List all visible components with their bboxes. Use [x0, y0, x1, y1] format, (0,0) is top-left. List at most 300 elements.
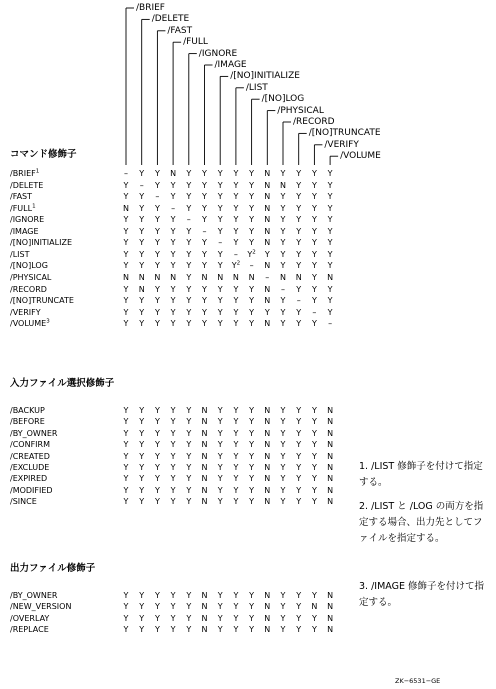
- table-cell: Y: [249, 215, 255, 225]
- table-cell: Y: [170, 406, 176, 415]
- row-label: [10, 590, 57, 601]
- table-cell: Y: [217, 451, 223, 461]
- table-cell: Y: [233, 497, 239, 507]
- table-cell: N: [264, 474, 271, 484]
- table-cell: N: [264, 602, 271, 612]
- table-cell: N: [201, 272, 208, 282]
- table-cell: Y: [249, 613, 255, 623]
- table-cell: Y: [123, 238, 129, 248]
- table-cell: N: [327, 591, 334, 600]
- footnote-marker: 2: [236, 260, 241, 267]
- table-cell: N: [123, 203, 129, 213]
- table-cell: Y: [123, 485, 129, 495]
- section-title: 入力ファイル選択修飾子: [10, 378, 115, 389]
- table-cell: Y: [311, 591, 317, 600]
- table-cell: Y: [170, 180, 176, 190]
- table-cell: Y: [296, 474, 302, 484]
- table-cell: Y: [154, 307, 160, 317]
- table-cell: Y: [154, 406, 160, 415]
- table-cell: N: [280, 180, 286, 190]
- table-cell: Y: [123, 625, 129, 635]
- table-cell: Y: [280, 428, 286, 438]
- table-cell: Y: [280, 319, 286, 329]
- row-label-text: /EXPIRED: [10, 474, 48, 484]
- table-cell: $Y^2$: [231, 260, 241, 271]
- table-cell: Y: [123, 440, 129, 450]
- table-cell: Y: [296, 485, 302, 495]
- table-cell: Y: [327, 226, 333, 236]
- table-cell: Y: [311, 451, 317, 461]
- row-label: [10, 496, 37, 507]
- table-cell: N: [264, 169, 271, 178]
- row-label: [10, 613, 49, 624]
- table-cell: Y: [186, 226, 192, 236]
- table-cell: Y: [280, 169, 286, 178]
- table-cell: Y: [186, 613, 192, 623]
- table-cell: Y: [296, 261, 302, 271]
- table-cell: Y: [123, 226, 129, 236]
- row-label-text: /BY_OWNER: [10, 428, 58, 438]
- table-cell: N: [201, 406, 208, 415]
- table-cell: Y: [249, 602, 255, 612]
- table-cell: Y: [311, 192, 317, 202]
- table-cell: Y: [296, 406, 302, 415]
- table-cell: Y: [154, 319, 160, 329]
- table-cell: Y: [249, 474, 255, 484]
- table-cell: –: [171, 203, 176, 213]
- table-cell: Y: [186, 602, 192, 612]
- table-cell: Y: [327, 203, 333, 213]
- table-cell: Y: [154, 428, 160, 438]
- row-label-text: /IMAGE: [10, 226, 39, 236]
- table-cell: Y: [154, 226, 160, 236]
- table-cell: Y: [139, 485, 145, 495]
- table-cell: Y: [170, 463, 176, 472]
- table-cell: Y: [233, 180, 239, 190]
- table-cell: N: [327, 272, 334, 282]
- table-cell: Y: [296, 180, 302, 190]
- table-cell: Y: [123, 406, 129, 415]
- table-cell: Y: [139, 417, 145, 427]
- table-cell: Y: [186, 406, 192, 415]
- row-label-text: /VERIFY: [10, 307, 41, 317]
- table-cell: N: [248, 272, 255, 282]
- table-cell: Y: [139, 319, 145, 329]
- table-cell: Y: [327, 307, 333, 317]
- table-cell: Y: [311, 463, 317, 472]
- table-cell: Y: [311, 497, 317, 507]
- row-label-text: /CONFIRM: [10, 440, 50, 450]
- table-cell: N: [327, 451, 334, 461]
- table-cell: –: [265, 272, 270, 282]
- table-cell: Y: [311, 203, 317, 213]
- row-label-text: /FULL: [10, 203, 33, 213]
- figure-id: ZK−6531−GE: [395, 677, 441, 685]
- table-cell: N: [327, 625, 334, 635]
- table-cell: N: [123, 272, 129, 282]
- row-label: [10, 439, 50, 450]
- row-label: [10, 260, 48, 271]
- row-label-text: /[NO]LOG: [10, 261, 48, 271]
- table-cell: Y: [311, 284, 317, 294]
- table-cell: Y: [280, 602, 286, 612]
- table-cell: N: [138, 284, 145, 294]
- table-cell: Y: [249, 463, 255, 472]
- table-cell: Y: [170, 284, 176, 294]
- table-cell: –: [328, 319, 333, 329]
- row-label: [10, 451, 50, 462]
- table-cell: Y: [139, 215, 145, 225]
- table-cell: Y: [280, 497, 286, 507]
- row-label-text: /EXCLUDE: [10, 463, 50, 472]
- table-cell: Y: [296, 440, 302, 450]
- row-label: [10, 318, 50, 329]
- table-cell: Y: [296, 169, 302, 178]
- table-cell: Y: [264, 307, 270, 317]
- table-cell: Y: [311, 485, 317, 495]
- table-cell: Y: [186, 249, 192, 259]
- table-cell: Y: [123, 417, 129, 427]
- table-cell: –: [186, 215, 191, 225]
- table-cell: –: [155, 192, 160, 202]
- table-cell: Y: [170, 261, 176, 271]
- table-cell: Y: [170, 602, 176, 612]
- footnote-marker: 1: [35, 168, 40, 175]
- row-label: [10, 180, 43, 191]
- table-cell: Y: [249, 307, 255, 317]
- table-cell: Y: [311, 319, 317, 329]
- table-cell: Y: [139, 625, 145, 635]
- table-cell: Y: [186, 284, 192, 294]
- table-cell: N: [264, 497, 271, 507]
- table-cell: Y: [233, 428, 239, 438]
- table-cell: Y: [217, 203, 223, 213]
- table-cell: –: [296, 296, 301, 306]
- table-cell: Y: [249, 451, 255, 461]
- table-cell: Y: [186, 463, 192, 472]
- table-cell: Y: [311, 440, 317, 450]
- table-cell: Y: [139, 591, 145, 600]
- table-cell: N: [201, 440, 208, 450]
- table-cell: Y: [249, 497, 255, 507]
- table-cell: N: [201, 474, 208, 484]
- table-cell: Y: [202, 180, 207, 190]
- table-cell: Y: [217, 406, 223, 415]
- table-cell: Y: [311, 406, 317, 415]
- table-cell: Y: [327, 215, 333, 225]
- table-cell: Y: [186, 319, 192, 329]
- table-cell: Y: [170, 226, 176, 236]
- column-header: /LIST: [245, 82, 268, 93]
- table-cell: Y: [186, 169, 192, 178]
- table-cell: Y: [249, 238, 255, 248]
- table-cell: Y: [249, 591, 255, 600]
- table-cell: Y: [186, 451, 192, 461]
- table-cell: N: [264, 319, 271, 329]
- table-cell: Y: [139, 169, 145, 178]
- table-cell: Y: [311, 428, 317, 438]
- table-cell: Y: [139, 474, 145, 484]
- table-cell: Y: [233, 226, 239, 236]
- table-cell: Y: [264, 249, 270, 259]
- table-cell: Y: [170, 215, 176, 225]
- table-cell: Y: [154, 474, 160, 484]
- table-cell: N: [264, 440, 271, 450]
- table-cell: N: [264, 451, 271, 461]
- table-cell: N: [170, 169, 177, 178]
- row-label: [10, 249, 29, 260]
- row-label-text: /RECORD: [10, 284, 47, 294]
- table-cell: Y: [296, 417, 302, 427]
- table-cell: Y: [249, 485, 255, 495]
- table-cell: Y: [154, 169, 160, 178]
- column-header: /[NO]INITIALIZE: [230, 71, 300, 82]
- table-cell: Y: [217, 602, 223, 612]
- table-cell: Y: [186, 180, 192, 190]
- table-cell: Y: [296, 591, 302, 600]
- table-cell: Y: [139, 261, 145, 271]
- row-label: [10, 462, 49, 473]
- table-cell: Y: [280, 261, 286, 271]
- table-cell: Y: [186, 261, 192, 271]
- table-cell: Y: [327, 180, 333, 190]
- table-cell: Y: [311, 215, 317, 225]
- table-cell: Y: [154, 417, 160, 427]
- row-label: [10, 191, 32, 202]
- table-cell: N: [327, 428, 334, 438]
- footnote-marker: 2: [252, 249, 256, 256]
- table-cell: Y: [217, 249, 223, 259]
- table-cell: Y: [311, 226, 317, 236]
- table-cell: Y: [154, 203, 160, 213]
- table-cell: N: [327, 485, 334, 495]
- table-cell: N: [264, 485, 271, 495]
- column-header: /VOLUME: [340, 151, 381, 162]
- table-cell: Y: [154, 249, 160, 259]
- table-cell: Y: [217, 296, 223, 306]
- table-cell: Y: [311, 272, 317, 282]
- table-cell: Y: [233, 417, 239, 427]
- table-cell: Y: [202, 169, 207, 178]
- table-cell: $Y^2$: [247, 249, 256, 259]
- table-cell: Y: [186, 307, 192, 317]
- table-cell: Y: [170, 296, 176, 306]
- row-label-text: /BY_OWNER: [10, 591, 58, 600]
- row-label: [10, 226, 39, 237]
- table-cell: Y: [280, 307, 286, 317]
- table-cell: Y: [233, 613, 239, 623]
- table-cell: Y: [296, 215, 302, 225]
- table-cell: Y: [249, 319, 255, 329]
- table-cell: Y: [280, 417, 286, 427]
- table-cell: Y: [233, 463, 239, 472]
- table-cell: Y: [186, 296, 192, 306]
- table-cell: Y: [202, 284, 207, 294]
- row-label: [10, 416, 45, 427]
- table-cell: Y: [233, 215, 239, 225]
- row-label-text: /LIST: [10, 249, 30, 259]
- table-cell: Y: [296, 613, 302, 623]
- table-cell: Y: [296, 451, 302, 461]
- table-cell: Y: [170, 428, 176, 438]
- table-cell: Y: [170, 451, 176, 461]
- table-cell: Y: [123, 613, 129, 623]
- table-cell: Y: [123, 261, 129, 271]
- table-cell: Y: [311, 417, 317, 427]
- table-cell: Y: [139, 602, 145, 612]
- table-cell: Y: [123, 463, 129, 472]
- table-cell: N: [264, 613, 271, 623]
- table-cell: N: [154, 272, 161, 282]
- table-cell: Y: [217, 226, 223, 236]
- table-cell: Y: [280, 203, 286, 213]
- table-cell: Y: [311, 238, 317, 248]
- table-cell: Y: [233, 284, 239, 294]
- table-cell: Y: [154, 215, 160, 225]
- table-cell: Y: [170, 591, 176, 600]
- table-cell: Y: [154, 497, 160, 507]
- table-cell: Y: [217, 613, 223, 623]
- table-cell: –: [124, 169, 128, 178]
- table-cell: Y: [139, 226, 145, 236]
- table-cell: Y: [186, 485, 192, 495]
- table-cell: N: [264, 428, 271, 438]
- table-cell: Y: [123, 319, 129, 329]
- row-label: [10, 284, 47, 295]
- table-cell: Y: [217, 307, 223, 317]
- column-header: /IGNORE: [198, 48, 238, 59]
- table-cell: Y: [202, 203, 207, 213]
- table-cell: Y: [233, 238, 239, 248]
- table-cell: Y: [233, 625, 239, 635]
- row-label-text: /MODIFIED: [10, 485, 53, 495]
- table-cell: N: [327, 417, 334, 427]
- table-cell: –: [312, 307, 317, 317]
- table-cell: N: [264, 180, 271, 190]
- row-label: [10, 473, 47, 484]
- table-cell: Y: [154, 284, 160, 294]
- row-label-text: /VOLUME: [10, 319, 47, 329]
- table-cell: Y: [186, 428, 192, 438]
- table-cell: Y: [139, 296, 145, 306]
- row-label-text: /IGNORE: [10, 215, 45, 225]
- column-header: /FULL: [183, 37, 208, 48]
- table-cell: Y: [296, 226, 302, 236]
- table-cell: Y: [296, 319, 302, 329]
- table-cell: Y: [123, 249, 129, 259]
- table-cell: N: [201, 485, 208, 495]
- column-header: /FAST: [167, 25, 193, 36]
- table-cell: N: [327, 602, 334, 612]
- table-cell: Y: [217, 192, 223, 202]
- table-cell: Y: [170, 249, 176, 259]
- table-cell: Y: [217, 169, 223, 178]
- table-cell: Y: [202, 319, 207, 329]
- table-cell: Y: [139, 613, 145, 623]
- footnote: 2. /LIST と /LOG の両方を指定する場合、出力先としてファイルを指定する。: [359, 501, 484, 544]
- table-cell: N: [138, 272, 145, 282]
- table-cell: Y: [296, 463, 302, 472]
- table-cell: Y: [249, 180, 255, 190]
- table-cell: Y: [249, 192, 255, 202]
- table-cell: Y: [170, 625, 176, 635]
- table-cell: Y: [280, 440, 286, 450]
- table-cell: Y: [154, 463, 160, 472]
- table-cell: N: [201, 613, 208, 623]
- row-label-text: /[NO]INITIALIZE: [10, 238, 72, 248]
- table-cell: Y: [186, 272, 192, 282]
- table-cell: N: [264, 203, 271, 213]
- table-cell: Y: [280, 249, 286, 259]
- table-cell: Y: [311, 249, 317, 259]
- table-cell: Y: [139, 406, 145, 415]
- table-cell: Y: [123, 215, 129, 225]
- table-cell: Y: [233, 307, 239, 317]
- table-cell: Y: [170, 417, 176, 427]
- row-label-text: /REPLACE: [10, 625, 49, 635]
- table-cell: Y: [233, 203, 239, 213]
- table-cell: N: [327, 613, 334, 623]
- table-cell: Y: [139, 249, 145, 259]
- table-cell: Y: [280, 226, 286, 236]
- table-cell: Y: [327, 296, 333, 306]
- table-cell: N: [264, 591, 271, 600]
- table-cell: Y: [233, 296, 239, 306]
- table-cell: Y: [202, 249, 207, 259]
- table-cell: Y: [217, 474, 223, 484]
- table-cell: Y: [217, 463, 223, 472]
- table-cell: Y: [233, 192, 239, 202]
- table-cell: Y: [249, 296, 255, 306]
- table-cell: Y: [217, 485, 223, 495]
- table-cell: N: [170, 272, 177, 282]
- table-cell: Y: [311, 625, 317, 635]
- table-cell: Y: [123, 180, 129, 190]
- row-label-text: /BACKUP: [10, 406, 45, 415]
- table-cell: Y: [186, 192, 192, 202]
- table-cell: N: [201, 591, 208, 600]
- table-cell: Y: [186, 591, 192, 600]
- table-cell: Y: [280, 463, 286, 472]
- table-cell: Y: [280, 296, 286, 306]
- table-cell: Y: [139, 203, 145, 213]
- row-label-text: /SINCE: [10, 497, 37, 507]
- table-cell: Y: [170, 613, 176, 623]
- table-cell: N: [264, 261, 271, 271]
- table-cell: Y: [249, 226, 255, 236]
- table-cell: Y: [327, 261, 333, 271]
- table-cell: Y: [123, 474, 129, 484]
- table-cell: Y: [170, 474, 176, 484]
- table-cell: Y: [123, 497, 129, 507]
- table-cell: N: [217, 272, 224, 282]
- table-cell: N: [264, 417, 271, 427]
- table-cell: Y: [123, 451, 129, 461]
- row-label-text: /CREATED: [10, 451, 50, 461]
- table-cell: Y: [280, 192, 286, 202]
- table-cell: N: [264, 625, 271, 635]
- table-cell: N: [201, 497, 208, 507]
- table-cell: –: [281, 284, 285, 294]
- table-cell: Y: [154, 625, 160, 635]
- table-cell: –: [139, 180, 144, 190]
- table-cell: Y: [217, 497, 223, 507]
- table-cell: Y: [233, 602, 239, 612]
- row-label-text: /[NO]TRUNCATE: [10, 296, 74, 306]
- table-cell: Y: [249, 440, 255, 450]
- table-cell: Y: [296, 307, 302, 317]
- table-cell: Y: [249, 417, 255, 427]
